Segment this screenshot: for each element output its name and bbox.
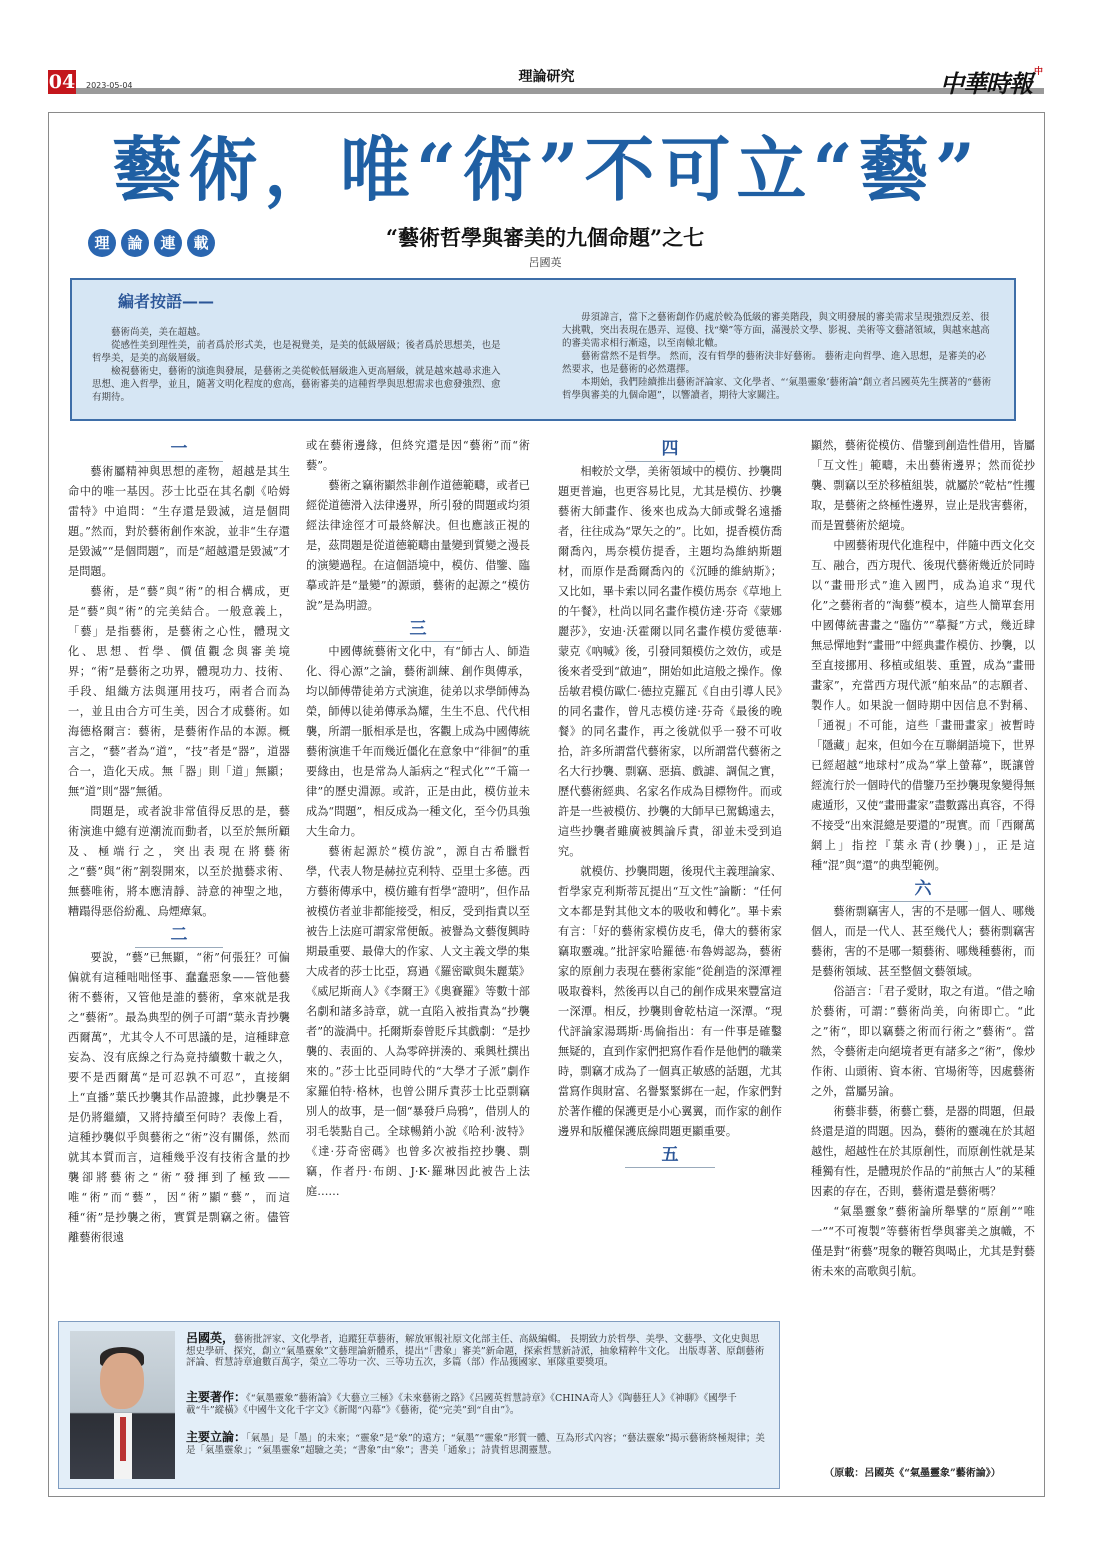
paragraph: 術藝非藝，術藝亡藝，是器的問題，但最終還是道的問題。因為，藝術的靈魂在於其超越性，超越性在於其原創性，而原創性就是某種獨有性，是體現於作品的“前無古人”的某種因素的存在，否則，藝術還是藝術嗎？ (811, 1105, 1035, 1198)
issue-date: 2023-05-04 (86, 81, 133, 90)
series-badge-3: 連 (154, 229, 182, 257)
page-number: 04 (48, 71, 76, 93)
section-heading: 四 (558, 436, 782, 462)
paragraph: 顯然，藝術從模仿、借鑒到創造性借用，皆屬「互文性」範疇，未出藝術邊界；然而從抄襲、剽竊以至於移植組裝，就屬於“乾枯”性攫取，是藝術之終極性邊界，豈止是戕害藝術，而是置藝術於絕境。 (811, 439, 1035, 532)
masthead-seal: 中 (1034, 67, 1043, 77)
paragraph: 中國藝術現代化進程中，伴隨中西文化交互、融合，西方現代、後現代藝術幾近於同時以“畫冊形式”進入國門，成為追求“現代化”之藝術者的“淘藝”模本，這些人簡單套用中國傳統書畫之“臨仿”“摹擬”方式，幾近肆無忌憚地對“畫冊”中經典畫作模仿、抄襲，以至直接挪用、移植或組裝、重置，成為“畫冊畫家”，充當西方現代派“舶來品”的志願者、製作人。如果說一個時期中因信息不對稱、「通視」不可能，這些「畫冊畫家」被暫時「隱藏」起來，但如今在互聯網語境下，世界已經超越“地球村”成為“掌上螢幕”，既讓曾經流行於一個時代的借鑒乃至抄襲現象變得無處遁形，又使“畫冊畫家”盡數露出真容，不得不接受“出來混總是要還的”現實。而「西爾萬網上」指控『葉永青(抄襲)」，正是這種“混”與“還”的典型範例。 (811, 539, 1035, 872)
series-badge-4: 載 (187, 229, 215, 257)
claims-text: 「氣墨」是「墨」的未來；“靈象”是“象”的遠方；“氣墨”“靈象”形質一體、互為形式內容；“藝法靈象”揭示藝術終極規律；美是「氣墨靈象」；“氣墨靈象”超驗之美；“書象”由“象”；書美「通象」；詩貴哲思潤靈慧。 (186, 1433, 765, 1456)
paragraph: 藝術，是“藝”與“術”的相合構成，更是“藝”與“術”的完美結合。一般意義上，「藝」是指藝術，是藝術之心性，體現文化、思想、哲學、價值觀念與審美境界；“術”是藝術之功界，體現功力、技術、手段、組織方法與運用技巧，兩者合而為一，並且由合方可生美，因合才成藝術。如海德格爾言：藝術，是藝術作品的本源。概言之，“藝”者為“道”，“技”者是“器”，道器合一，造化天成。無「器」則「道」無顯；無“道”則“器”無循。 (68, 585, 290, 798)
paragraph: 藝術剽竊害人，害的不是哪一個人、哪幾個人，而是一代人、甚至幾代人；藝術剽竊害藝術，害的不是哪一類藝術、哪幾種藝術，而是藝術領域、甚至整個文藝領域。 (811, 905, 1035, 978)
paragraph: 俗語言：「君子愛財，取之有道。“借之喻於藝術，可謂：”藝術尚美，向術即亡。“此之”術“，即以竊藝之術而行術之”藝術“。當然，令藝術走向絕境者更有諸多之“術”，像炒作術、山頭術、資本術、官場術等，因處藝術之外，當屬另論。 (811, 985, 1035, 1098)
author-intro-text: 藝術批評家、文化學者，追蹤狂草藝術，解放軍報社原文化部主任、高級編輯。 長期致力於哲學、美學、文藝學、文化史與思想史學研、探究，創立“氣墨靈象”文藝理論新體系，提出“「書象」審美”新命題，探索哲慧新詩派，抽象精粹牛文化。 出版專著、原創藝術評論、哲慧詩章逾數百萬字，榮立二等功一次、三等功五次，多篇（部）作品獲國家、軍隊重要獎項。 (186, 1334, 765, 1368)
editor-note-para: 藝術當然不是哲學。 然而，沒有哲學的藝術決非好藝術。 藝術走向哲學、進入思想，是審美的必然要求，也是藝術的必然選擇。 (562, 351, 987, 375)
editor-note-para: 檢視藝術史，藝術的演進與發展，是藝術之美從較低層級進入更高層級，就是越來越尋求進入思想、進入哲學，並且，隨著文明化程度的愈高，藝術審美的這種哲學與思想需求也愈發強烈、愈有期待。 (92, 366, 501, 403)
editor-note-left (92, 326, 507, 404)
section-heading: 一 (68, 436, 290, 462)
author-works (186, 1392, 768, 1416)
paragraph: 或在藝術邊緣，但終究還是因“藝術”而“術藝”。 (306, 439, 530, 472)
paragraph: 藝術屬精神與思想的產物，超越是其生命中的唯一基因。莎士比亞在其名劇《哈姆雷特》中追問：“生存還是毀滅，這是個問題。”然而，對於藝術創作來說，並非“生存還是毀滅”“是個問題”，而是“超越還是毀滅”才是問題。 (68, 465, 290, 578)
editor-note-right (562, 311, 994, 402)
masthead (940, 64, 1042, 99)
paragraph: 藝術之竊術顯然非創作道德範疇，或者已經從道德滑入法律邊界，所引發的問題或均須經法律途徑才可最終解決。但也應該正視的是，茲問題是從道德範疇由量變到質變之漫長的演變過程。在這個語境中，模仿、借鑒、臨摹或許是“量變”的源頭，藝術的起源之“模仿說”是為明證。 (306, 479, 530, 612)
column-4 (811, 436, 1035, 1456)
column-1 (68, 436, 290, 1316)
author-name: 呂國英， (186, 1331, 235, 1345)
headline: 藝術，唯“術”不可立“藝” (111, 128, 982, 211)
paragraph: 藝術起源於“模仿說”，源自古希臘哲學，代表人物是赫拉克利特、亞里士多德。西方藝術傳承中，模仿雖有哲學“證明”，但作品被模仿者並非都能接受，相反，受到指責以至被告上法庭可謂家常便飯。被譽為文藝復興時期最重要、最偉大的作家、人文主義文學的集大成者的莎士比亞，寫過《羅密歐與朱麗葉》《威尼斯商人》《李爾王》《奧賽羅》等數十部名劇和諸多詩章，就一直陷入被指責為“抄襲者”的漩渦中。托爾斯泰曾貶斥其戲劇：“是抄襲的、表面的、人為零碎拼湊的、乘興杜撰出來的。”莎士比亞同時代的“大學才子派”劇作家羅伯特·格林，也曾公開斥責莎士比亞剽竊別人的故事，是一個“暴發戶烏鴉”，借別人的羽毛裝點自己。全球暢銷小說《哈利·波特》《達·芬奇密碼》也曾多次被指控抄襲、剽竊，作者丹·布朗、J·K·羅琳因此被告上法庭…… (306, 845, 530, 1198)
paragraph: 相較於文學，美術領域中的模仿、抄襲問題更普遍，也更容易比見，尤其是模仿、抄襲藝術大師畫作、後來也成為大師或聲名遠播者，往往成為“眾矢之的”。比如，提香模仿喬爾喬內，馬奈模仿提香，主題均為維納斯題材，而原作是喬爾喬內的《沉睡的維納斯》；又比如，畢卡索以同名畫作模仿馬奈《草地上的午餐》，杜尚以同名畫作模仿達·芬奇《蒙娜麗莎》，安迪·沃霍爾以同名畫作模仿愛德華·蒙克《吶喊》後，引發同類模仿之效仿，或是後來者受到“啟迪”，開始如此這般之操作。像岳敏君模仿歐仁·德拉克羅瓦《自由引導人民》的同名畫作，曾凡志模仿達·芬奇《最後的晚餐》的同名畫作，再之後就似乎一發不可收拾，許多所謂當代藝術家，以所謂當代藝術之名大行抄襲、剽竊、惡搞、戲謔、調侃之實，歷代藝術經典、名家名作成為目標物件。而或許是一些被模仿、抄襲的大師早已駕鶴遠去，這些抄襲者雖廣被興論斥責，卻並未受到追究。 (558, 465, 782, 858)
series-badge-2: 論 (121, 229, 149, 257)
editor-note-title: 編者按語—— (118, 292, 215, 311)
claims-label: 主要立論： (186, 1430, 247, 1444)
column-2 (306, 436, 530, 1316)
paragraph: 就模仿、抄襲問題，後現代主義理論家、哲學家克利斯蒂瓦提出“互文性”論斷：“任何文本都是對其他文本的吸收和轉化”。畢卡索有言：「好的藝術家模仿皮毛，偉大的藝術家竊取靈魂。”批評家哈羅德·布魯姆認為，藝術家的原創力表現在藝術家能“從創造的深潭裡吸取養料，然後再以自己的創作成果來豐富這一深潭。相反，抄襲則會乾枯這一深潭。“現代評論家湯瑪斯·馬倫指出：有一件事是確鑿無疑的，直到作家們把寫作看作是他們的職業時，剽竊才成為了一個真正敏感的話題，尤其當寫作與財富、名譽緊緊綁在一起，作家們對於著作權的保護更是小心翼翼，而作家的創作邊界和版權保護底線問題更顯重要。 (558, 865, 782, 1138)
author-photo (70, 1331, 175, 1479)
series-badge-1: 理 (88, 229, 116, 257)
editor-note-para: 藝術尚美，美在超越。 (111, 327, 207, 338)
author-intro (186, 1333, 768, 1369)
paragraph: 要說，“藝”已無顯，“術”何張狂？可偏偏就有這種咄咄怪事、蠢蠢惡象——管他藝術不藝術，又管他是誰的藝術，拿來就是我之“藝術”。最為典型的例子可謂“葉永青抄襲西爾萬”，尤其令人不可思議的是，這種肆意妄為、沒有底線之行為竟持續數十載之久，要不是西爾萬“是可忍孰不可忍”，直接網上“直播”葉氏抄襲其作品證據，此抄襲是不是仍將繼續，又將持續至何時？表像上看，這種抄襲似乎與藝術之“術”沒有關係，然而就其本質而言，這種幾乎沒有技術含量的抄襲卻將藝術之“術”發揮到了極致——唯“術”而“藝”，因“術”顯“藝”，而這種“術”是抄襲之術，實質是剽竊之術。儘管離藝術很遠 (68, 951, 290, 1244)
editor-note-para: 從感性美到理性美，前者爲於形式美，也是視覺美，是美的低級層級；後者爲於思想美，也是哲學美，是美的高級層級。 (92, 340, 501, 364)
section-title: 理論研究 (518, 69, 575, 85)
subtitle: “藝術哲學與審美的九個命題”之七 (385, 225, 705, 250)
header-bar (76, 88, 1044, 94)
section-heading: 三 (306, 616, 530, 642)
works-label: 主要著作： (186, 1390, 247, 1404)
section-heading: 六 (811, 876, 1035, 902)
editor-note-para: 毋須諱言，當下之藝術創作仍處於較為低級的審美階段，與文明發展的審美需求呈現強烈反差、很大挑戰，突出表現在愚弄、逗傻、找“樂”等方面，滿漫於文學、影視、美術等文藝諸領域，與越來越高的審美需求相行漸遠，以至南轅北轍。 (562, 312, 990, 349)
section-heading: 五 (558, 1142, 782, 1168)
paragraph: 問題是，或者說非常值得反思的是，藝術演進中總有逆潮流而動者，以至於無所顧及、極端行之，突出表現在將藝術之“藝”與“術”割裂開來，以至於拋藝求術、無藝唯術，將本應清靜、詩意的神聖之地，糟蹋得惡俗紛亂、烏煙瘴氣。 (68, 805, 290, 918)
editor-note-para: 本期始，我們陸續推出藝術評論家、文化學者、“‘氣墨靈象’藝術論”創立者呂國英先生撰著的“藝術哲學與審美的九個命題”，以響讀者，期待大家關注。 (562, 377, 992, 401)
source-note: （原載：呂國英《“氣墨靈象”藝術論》） (824, 1468, 1001, 1479)
paragraph: 中國傳統藝術文化中，有“師古人、師造化、得心源”之論，藝術訓練、創作與傳承，均以師傅帶徒弟方式演進，徒弟以求學師傅為榮，師傅以徒弟傳承為耀，生生不息、代代相襲，所謂一脈相承是也，客觀上成為中國傳統藝術演進千年而幾近僵化在意象中“徘徊”的重要緣由，也是常為人詬病之“程式化”“千篇一律”的歷史淵源。或許，正是由此，模仿並未成為“問題”，相反成為一種文化，至今仍具強大生命力。 (306, 645, 530, 838)
masthead-text: 中華時報 (940, 69, 1032, 98)
works-text: 《“氣墨靈象”藝術論》《大藝立三極》《未來藝術之路》《呂國英哲慧詩章》《CHINA奇人》《陶藝狂人》《神聊》《國學千載“牛”縱橫》《中國牛文化千字文》《新聞“內幕”》《藝術，從“完美”到“自由”》。 (186, 1393, 737, 1416)
paragraph: “氣墨靈象”藝術論所舉擘的“原創”“唯一”“不可複製”等藝術哲學與審美之旗幟，不僅是對“術藝”現象的鞭笞與喝止，尤其是對藝術未來的高歌與引航。 (811, 1205, 1035, 1278)
author: 呂國英 (528, 256, 562, 269)
column-3 (558, 436, 782, 1316)
section-heading: 二 (68, 922, 290, 948)
author-claims (186, 1432, 768, 1456)
